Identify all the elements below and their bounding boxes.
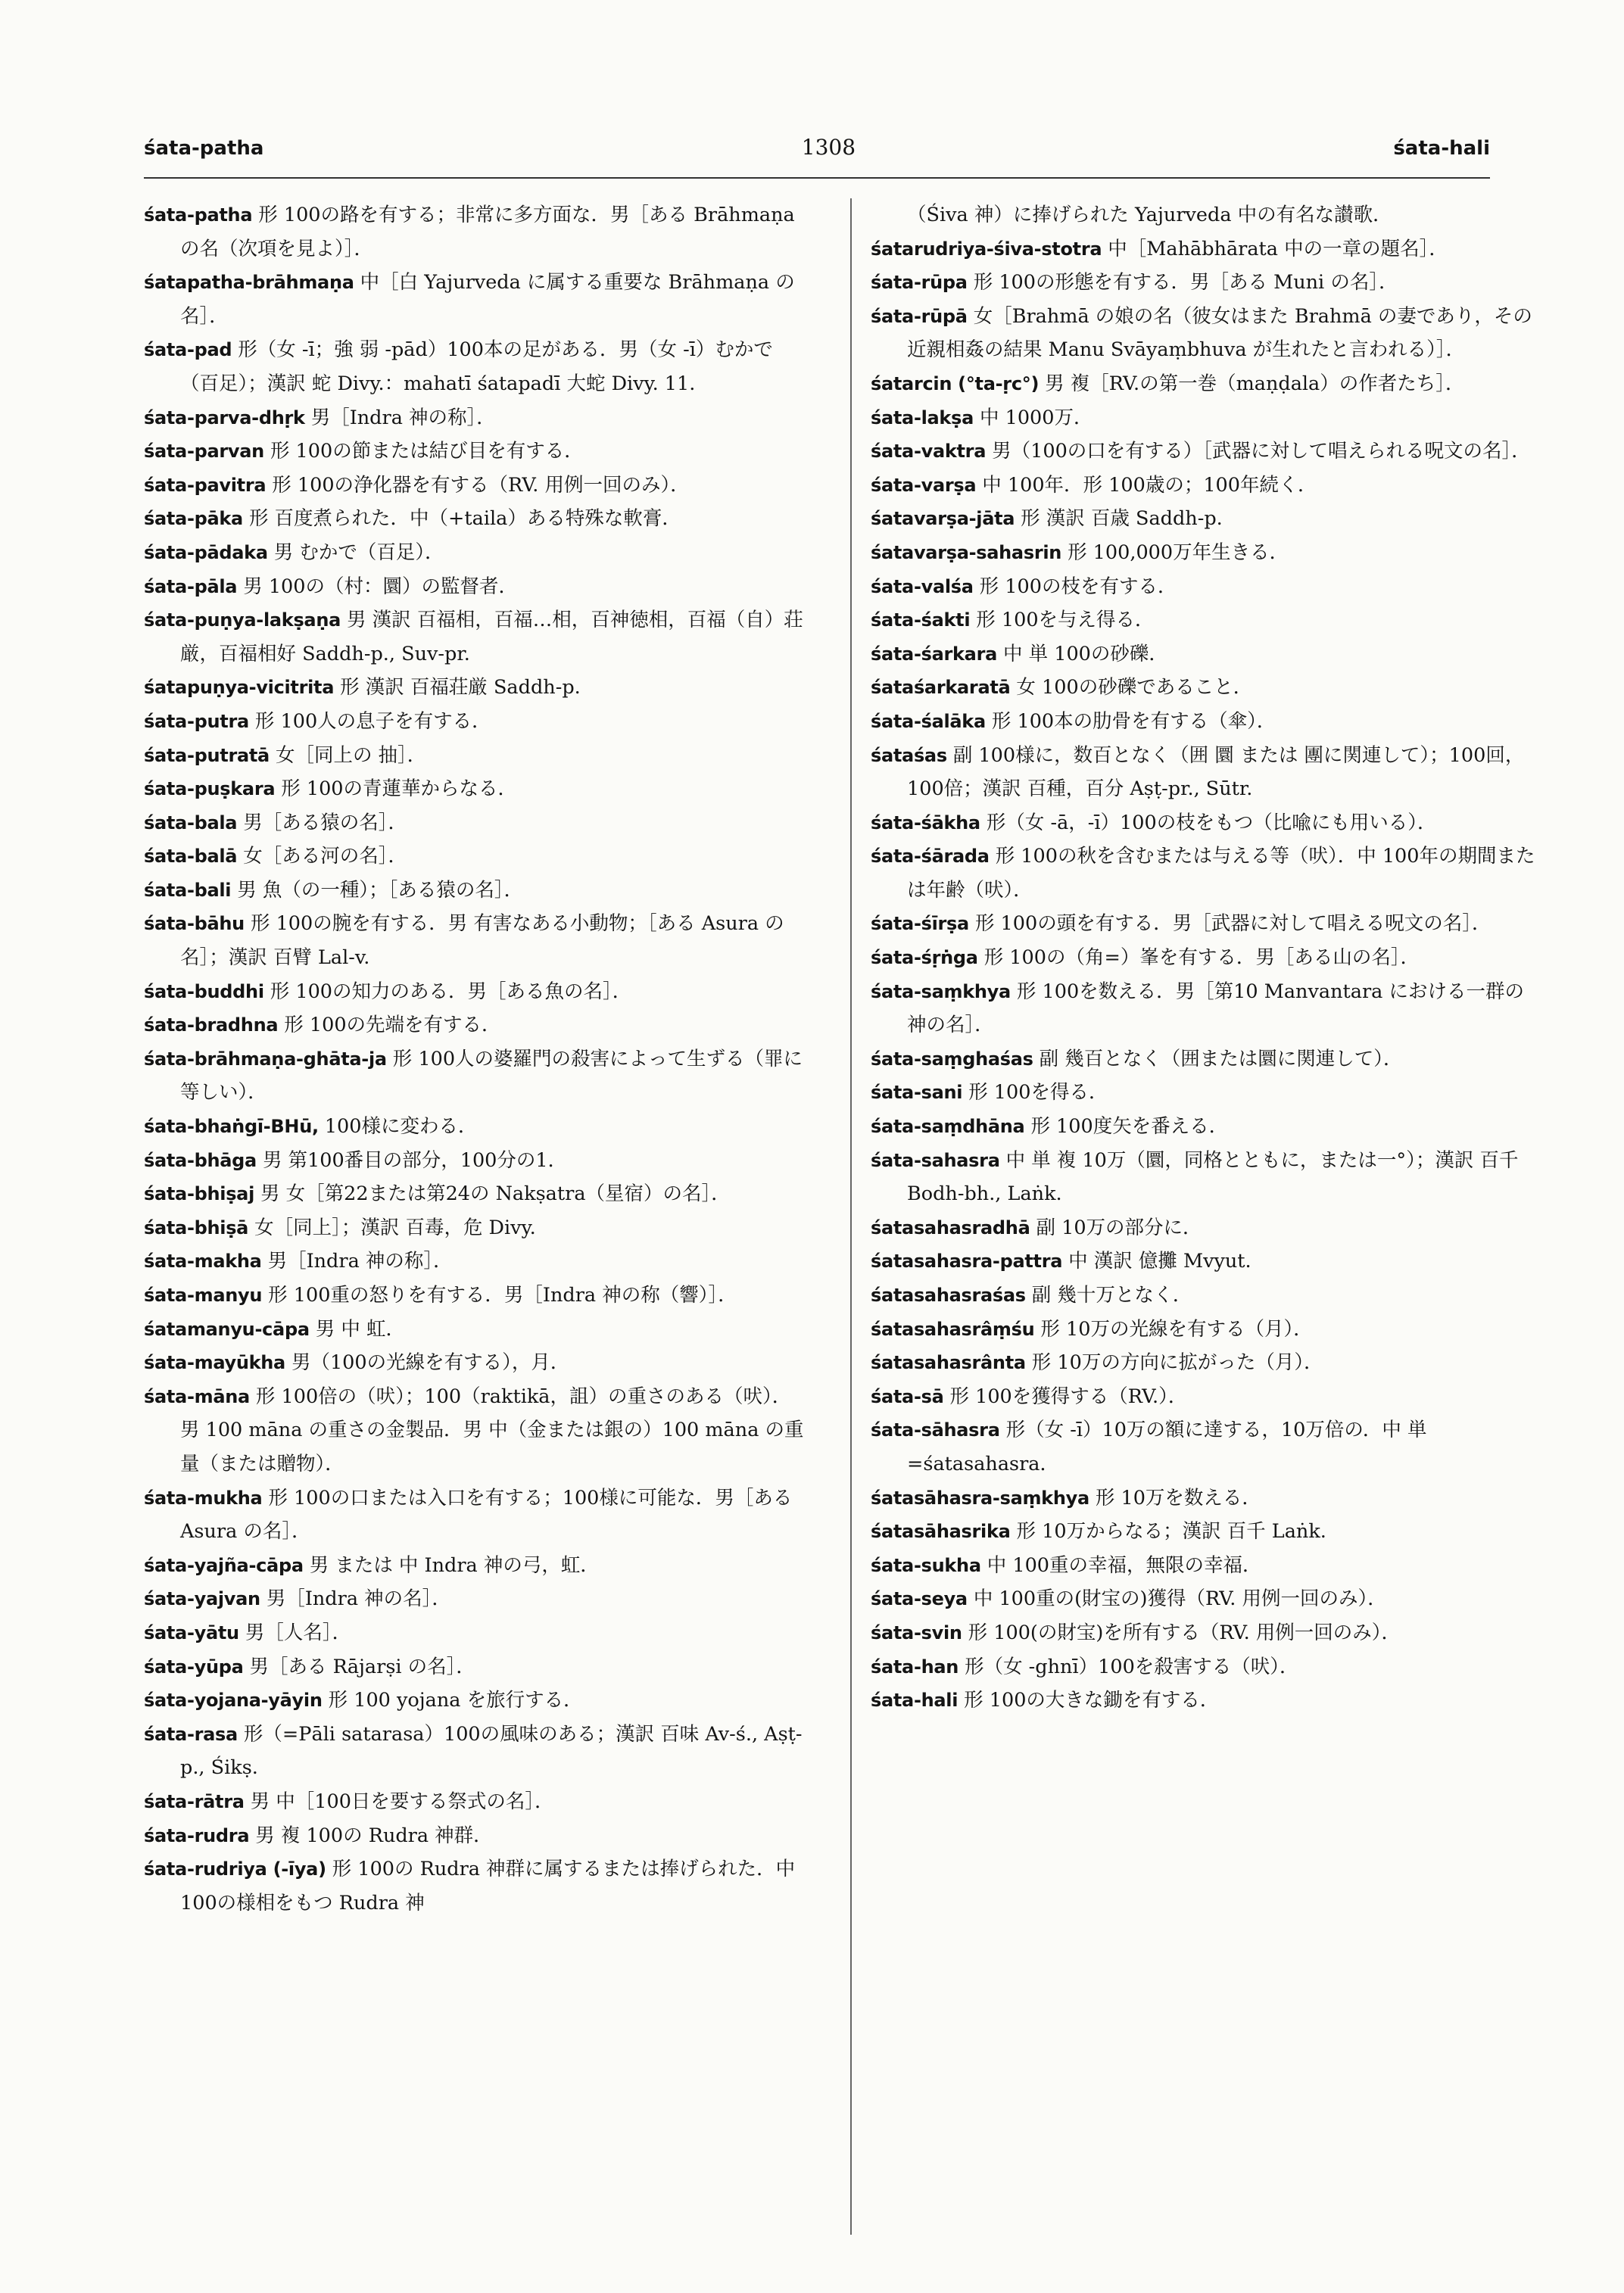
entry-headword: śata-śarkara <box>871 643 998 665</box>
entry-headword: śata-sahasra <box>871 1149 1000 1171</box>
dictionary-entry <box>144 1245 809 1279</box>
entry-headword: śata-śalāka <box>871 710 986 732</box>
entry-definition: 形（=Pāli satarasa）100の風味のある；漢訳 百味 Av-ś., Aṣṭ-p., Śikṣ. <box>180 1722 803 1780</box>
entry-definition: 男 女［第22または第24の Nakṣatra（星宿）の名］． <box>260 1182 731 1206</box>
entry-headword: śata-hali <box>871 1690 959 1712</box>
entry-definition: 女 100の砂礫であること． <box>1016 676 1253 699</box>
dictionary-entry <box>144 1718 809 1785</box>
entry-definition: 男［人名］． <box>245 1621 352 1644</box>
entry-headword: śata-yajña-cāpa <box>144 1554 304 1576</box>
entry-definition: 男［ある Rājarṣi の名］． <box>249 1655 475 1678</box>
dictionary-entry <box>871 1616 1535 1650</box>
dictionary-entry <box>144 401 809 435</box>
dictionary-entry <box>871 975 1535 1042</box>
entry-headword: śata-buddhi <box>144 980 264 1002</box>
dictionary-entry <box>144 1819 809 1853</box>
entry-definition: 形 10万を数える． <box>1095 1486 1261 1509</box>
entry-definition: 男 第100番目の部分，100分の1． <box>262 1148 568 1172</box>
dictionary-entry <box>144 874 809 908</box>
entry-headword: śata-lakṣa <box>871 407 974 428</box>
dictionary-entry <box>871 637 1535 671</box>
entry-definition: 中 1000万． <box>979 406 1093 429</box>
entry-headword: śata-bhaṅgī-BHū, <box>144 1116 319 1138</box>
entry-headword: śata-puṇya-lakṣaṇa <box>144 609 341 631</box>
dictionary-entry <box>144 1008 809 1042</box>
entry-definition: 形 漢訳 百福荘厳 Saddh-p. <box>340 676 581 699</box>
entry-definition: 中 単 100の砂礫． <box>1003 642 1168 665</box>
entry-headword: śata-mayūkha <box>144 1352 285 1374</box>
entry-headword: śata-śakti <box>871 609 971 631</box>
entry-headword: śata-makha <box>144 1251 262 1273</box>
entry-definition: 女［同上の 抽］． <box>275 743 427 767</box>
entry-headword: śatarcin (°ta-ṛc°) <box>871 372 1040 394</box>
dictionary-entry <box>871 1313 1535 1347</box>
entry-definition: 形 100を与え得る． <box>976 609 1155 632</box>
entry-definition: 形（女 -ā，-ī）100の枝をもつ（比喩にも用いる）． <box>986 811 1437 834</box>
entry-headword: śatasahasraśas <box>871 1285 1026 1306</box>
dictionary-entry <box>871 1582 1535 1616</box>
dictionary-entry <box>144 1380 809 1481</box>
entry-headword: śata-bhiṣaj <box>144 1183 255 1205</box>
dictionary-entry <box>871 1144 1535 1211</box>
entry-definition: 形 100の口または入口を有する；100様に可能な．男［ある Asura の名］． <box>180 1486 793 1544</box>
dictionary-entry <box>144 975 809 1009</box>
dictionary-entry <box>871 941 1535 975</box>
entry-definition: 中 100重の(財宝の)獲得（RV. 用例一回のみ）． <box>973 1587 1387 1611</box>
entry-headword: śata-valśa <box>871 575 974 597</box>
entry-headword: śata-putra <box>144 710 249 732</box>
entry-headword: śata-māna <box>144 1385 250 1407</box>
entry-headword: śata-vaktra <box>871 441 987 463</box>
entry-headword: śatasahasrâṃśu <box>871 1318 1035 1340</box>
dictionary-entry <box>871 603 1535 637</box>
entry-definition: 形（女 -ī；強 弱 -pād）100本の足がある．男（女 -ī）むかで（百足）；漢訳 蛇 Divy.：mahatī śatapadī 大蛇 Divy. 11. <box>180 338 773 395</box>
dictionary-entry <box>871 739 1535 806</box>
entry-headword: śata-sāhasra <box>871 1419 1000 1441</box>
entry-definition: 形 100度矢を番える． <box>1030 1115 1229 1139</box>
dictionary-entry <box>144 1582 809 1616</box>
entry-headword: śataśas <box>871 744 947 766</box>
entry-definition: 男（100の光線を有する），月． <box>291 1351 570 1375</box>
entry-definition: 形 100の Rudra 神群に属するまたは捧げられた．中 100の様相をもつ Rudra 神 <box>180 1858 796 1914</box>
dictionary-entry <box>871 435 1535 469</box>
entry-headword: śata-śākha <box>871 812 980 833</box>
entry-headword: śata-han <box>871 1656 959 1678</box>
entry-definition: 中 単 複 10万（圜，同格とともに，または一°）；漢訳 百千 Bodh-bh., Laṅk. <box>907 1148 1519 1206</box>
entry-definition: 形 100人の息子を有する． <box>254 709 491 733</box>
entry-definition: 形 100重の怒りを有する．男［Indra 神の称（響）］． <box>268 1284 737 1307</box>
dictionary-entry <box>871 1346 1535 1380</box>
dictionary-entry <box>144 502 809 536</box>
dictionary-entry <box>871 806 1535 840</box>
page-number: 1308 <box>801 135 856 160</box>
entry-definition: 副 100様に，数百となく（囲 圜 または 團に関連して）；100回，100倍；漢訳 百種，百分 Aṣṭ-pr., Sūtr. <box>907 743 1525 801</box>
dictionary-entry <box>144 1650 809 1684</box>
entry-headword: śata-pad <box>144 339 232 361</box>
entry-headword: śatavarṣa-sahasrin <box>871 541 1062 563</box>
entry-headword: śata-rūpā <box>871 305 968 327</box>
entry-headword: śata-bhiṣā <box>144 1217 249 1238</box>
entry-definition: 形 100の腕を有する．男 有害なある小動物；［ある Asura の名］；漢訳 百臂 Lal-v. <box>180 912 784 970</box>
dictionary-entry <box>144 1313 809 1347</box>
entry-definition: 形 10万からなる；漢訳 百千 Laṅk. <box>1016 1520 1326 1544</box>
entry-definition: 形 漢訳 百歳 Saddh-p. <box>1021 507 1223 531</box>
entry-definition: 形 100倍の（吠）；100（raktikā，詛）の重さのある（吠）．男 100 māna の重さの金製品．男 中（金または銀の）100 māna の重量（または贈物）． <box>180 1385 804 1475</box>
entry-headword: śata-bali <box>144 879 232 901</box>
dictionary-entry <box>144 536 809 570</box>
entry-headword: śata-yūpa <box>144 1656 244 1678</box>
dictionary-entry <box>871 300 1535 367</box>
entry-definition: 形 100の大きな鋤を有する． <box>964 1689 1220 1712</box>
entry-headword: śata-bhāga <box>144 1149 257 1171</box>
dictionary-entry <box>871 1042 1535 1076</box>
entry-headword: śata-parva-dhṛk <box>144 407 305 428</box>
dictionary-entry <box>144 198 809 266</box>
dictionary-entry <box>144 671 809 705</box>
entry-headword: śata-yojana-yāyin <box>144 1690 323 1712</box>
entry-headword: śata-sani <box>871 1082 963 1104</box>
entry-definition: 形 100人の婆羅門の殺害によって生ずる（罪に等しい）． <box>180 1047 803 1104</box>
entry-definition: 形 100の（角=）峯を有する．男［ある山の名］． <box>983 946 1420 970</box>
entry-definition: 女［Brahmā の娘の名（彼女はまた Brahmā の妻であり，その近親相姦の結果 Manu Svāyaṃbhuva が生れたと言われる）］． <box>907 304 1532 362</box>
entry-headword: śata-pāka <box>144 508 243 530</box>
entry-definition: 形 100の先端を有する． <box>284 1014 501 1037</box>
entry-headword: śata-rudra <box>144 1824 250 1846</box>
dictionary-entry <box>144 907 809 974</box>
entry-definition: 男［Indra 神の名］． <box>266 1587 451 1611</box>
dictionary-entry <box>871 1110 1535 1144</box>
entry-definition: 形 100を獲得する（RV.）． <box>949 1385 1188 1408</box>
entry-definition: 形 100の路を有する；非常に多方面な．男［ある Brāhmaṇa の名（次項を見よ）］． <box>180 204 795 260</box>
entry-headword: śata-patha <box>144 204 253 226</box>
dictionary-entry <box>871 671 1535 705</box>
dictionary-entry <box>871 401 1535 435</box>
entry-definition: 中 100年．形 100歳の；100年続く． <box>982 473 1317 497</box>
entry-definition: 形 100の浄化器を有する（RV. 用例一回のみ）． <box>272 473 690 497</box>
entry-headword: śata-manyu <box>144 1285 263 1306</box>
entry-definition: 男（100の口を有する）［武器に対して唱えられる呪文の名］． <box>992 440 1531 463</box>
entry-headword: śata-śārada <box>871 846 990 868</box>
dictionary-entry <box>871 1076 1535 1110</box>
entry-definition: 男 中［100日を要する祭式の名］． <box>250 1790 554 1813</box>
dictionary-entry <box>871 232 1535 266</box>
entry-headword: śataśarkaratā <box>871 677 1011 699</box>
entry-headword: śatapuṇya-vicitrita <box>144 677 335 699</box>
running-head-right: śata-hali <box>1393 137 1490 160</box>
entry-definition: 形 10万の方向に拡がった（月）． <box>1031 1351 1323 1375</box>
entry-headword: śata-svin <box>871 1622 962 1643</box>
dictionary-entry <box>144 469 809 503</box>
dictionary-entry <box>871 1650 1535 1684</box>
page-header <box>144 135 1490 179</box>
dictionary-entry <box>871 1380 1535 1414</box>
dictionary-entry <box>144 435 809 469</box>
dictionary-entry <box>871 1245 1535 1279</box>
entry-headword: śata-rudriya (-īya) <box>144 1858 326 1880</box>
dictionary-entry <box>871 1413 1535 1481</box>
dictionary-entry <box>871 705 1535 739</box>
entry-definition: 副 幾百となく（囲または圜に関連して）． <box>1039 1047 1403 1070</box>
entry-headword: śata-bradhna <box>144 1014 279 1036</box>
entry-headword: śata-mukha <box>144 1487 263 1509</box>
dictionary-entry <box>144 333 809 400</box>
dictionary-entry <box>871 1549 1535 1583</box>
entry-headword: śatasahasrânta <box>871 1352 1026 1374</box>
dictionary-entry <box>144 1481 809 1549</box>
entry-definition: 中 100重の幸福，無限の幸福． <box>987 1553 1262 1577</box>
entry-definition: 形 100の形態を有する．男［ある Muni の名］． <box>973 271 1398 294</box>
entry-definition: 形（女 -ī）10万の額に達する，10万倍の．中 単 =śatasahasra． <box>907 1419 1427 1475</box>
entry-headword: śata-pādaka <box>144 541 268 563</box>
entry-definition: 男 むかで（百足）． <box>273 541 444 564</box>
entry-definition: 男［Indra 神の称］． <box>267 1250 453 1273</box>
entry-definition: 形 100 yojana を旅行する． <box>328 1689 583 1712</box>
dictionary-entry <box>144 772 809 806</box>
dictionary-entry <box>144 739 809 773</box>
entry-headword: śatarudriya-śiva-stotra <box>871 238 1102 260</box>
entry-headword: śata-bāhu <box>144 913 245 935</box>
entry-headword: śatasāhasra-saṃkhya <box>871 1487 1089 1509</box>
entry-definition: 形 百度煮られた．中（+taila）ある特殊な軟膏． <box>248 507 681 531</box>
entry-definition: 形 10万の光線を有する（月）． <box>1040 1317 1313 1341</box>
dictionary-entry <box>144 1110 809 1144</box>
entry-headword: śata-putratā <box>144 744 270 766</box>
entry-headword: śata-brāhmaṇa-ghāta-ja <box>144 1048 387 1070</box>
entry-definition: 形 100の頭を有する．男［武器に対して唱える呪文の名］． <box>974 912 1492 936</box>
entry-definition: 形（女 -ghnī）100を殺害する（吠）． <box>965 1655 1299 1678</box>
dictionary-entry <box>144 1177 809 1211</box>
entry-headword: śata-balā <box>144 846 238 868</box>
entry-headword: śata-bala <box>144 812 238 833</box>
entry-definition: 女［ある河の名］． <box>243 845 407 868</box>
entry-definition: （Śiva 神）に捧げられた Yajurveda 中の有名な讃歌． <box>907 204 1392 226</box>
entry-definition: 副 10万の部分に． <box>1036 1216 1202 1239</box>
entry-headword: śata-saṃdhāna <box>871 1116 1025 1138</box>
dictionary-entry <box>871 367 1535 401</box>
dictionary-entry <box>871 1279 1535 1313</box>
entry-definition: 形 100の節または結び目を有する． <box>270 440 584 463</box>
entry-headword: śata-pavitra <box>144 474 267 496</box>
entry-definition: 形 100を数える．男［第10 Manvantara における一群の神の名］． <box>907 980 1524 1037</box>
dictionary-entry <box>144 1684 809 1718</box>
entry-definition: 副 幾十万となく． <box>1031 1284 1192 1307</box>
entry-definition: 形 100の知力のある．男［ある魚の名］． <box>270 980 632 1003</box>
right-column <box>871 198 1535 2235</box>
entry-headword: śata-varṣa <box>871 474 977 496</box>
dictionary-entry <box>144 1279 809 1313</box>
dictionary-entry <box>144 570 809 604</box>
dictionary-entry <box>871 198 1535 232</box>
dictionary-entry <box>871 1211 1535 1245</box>
entry-definition: 形 100を得る． <box>968 1081 1108 1104</box>
column-divider <box>850 198 852 2235</box>
entry-definition: 形 100(の財宝)を所有する（RV. 用例一回のみ）． <box>968 1621 1401 1644</box>
dictionary-entry <box>144 1042 809 1110</box>
entry-definition: 100様に変わる． <box>324 1115 478 1139</box>
entry-headword: śata-rūpa <box>871 272 968 294</box>
dictionary-entry <box>144 1144 809 1178</box>
entry-headword: śatapatha-brāhmaṇa <box>144 272 354 294</box>
entry-definition: 男［ある猿の名］． <box>243 811 407 834</box>
entry-definition: 男 魚（の一種）；［ある猿の名］． <box>237 878 524 902</box>
entry-headword: śatavarṣa-jāta <box>871 508 1015 530</box>
dictionary-entry <box>144 1211 809 1245</box>
entry-headword: śata-yajvan <box>144 1588 260 1610</box>
dictionary-entry <box>144 1549 809 1583</box>
entry-definition: 男 複［RV.の第一巻（maṇḍala）の作者たち］． <box>1045 372 1465 395</box>
entry-definition: 女［同上］；漢訳 百毒，危 Divy. <box>254 1216 536 1239</box>
entry-headword: śata-sukha <box>871 1554 981 1576</box>
dictionary-entry <box>871 502 1535 536</box>
entry-headword: śata-seya <box>871 1588 968 1610</box>
dictionary-entry <box>144 266 809 333</box>
entry-headword: śata-śīrṣa <box>871 913 969 935</box>
entry-definition: 男 中 虹． <box>315 1317 405 1341</box>
entry-headword: śata-sā <box>871 1385 944 1407</box>
entry-headword: śata-rasa <box>144 1723 238 1745</box>
entry-headword: śata-rātra <box>144 1790 245 1812</box>
dictionary-entry <box>144 840 809 874</box>
entry-definition: 男［Indra 神の称］． <box>310 406 496 429</box>
dictionary-entry <box>144 806 809 840</box>
dictionary-entry <box>871 1515 1535 1549</box>
entry-definition: 男 または 中 Indra 神の弓，虹． <box>309 1553 600 1577</box>
running-head-left: śata-patha <box>144 137 264 160</box>
dictionary-entry <box>144 1852 809 1920</box>
dictionary-entry <box>144 705 809 739</box>
entry-headword: śatamanyu-cāpa <box>144 1318 310 1340</box>
dictionary-entry <box>871 907 1535 941</box>
entry-definition: 中［白 Yajurveda に属する重要な Brāhmaṇa の名］． <box>180 271 795 328</box>
entry-headword: śata-parvan <box>144 441 264 463</box>
dictionary-entry <box>144 1616 809 1650</box>
entry-definition: 男 100の（村：圜）の監督者． <box>243 575 518 598</box>
entry-definition: 形 100の秋を含むまたは与える等（吠）．中 100年の期間または年齢（吠）． <box>907 845 1535 902</box>
entry-definition: 中［Mahābhārata 中の一章の題名］． <box>1108 237 1448 260</box>
entry-headword: śata-yātu <box>144 1622 239 1643</box>
dictionary-entry <box>144 1346 809 1380</box>
entry-headword: śata-puṣkara <box>144 778 276 800</box>
entry-definition: 男 漢訳 百福相，百福…相，百神徳相，百福（自）荘厳，百福相好 Saddh-p., Suv-pr. <box>180 609 803 665</box>
left-column <box>144 198 809 2235</box>
entry-definition: 男 複 100の Rudra 神群． <box>255 1824 493 1847</box>
dictionary-entry <box>871 1481 1535 1516</box>
entry-headword: śata-saṃghaśas <box>871 1048 1033 1070</box>
entry-definition: 中 漢訳 億攤 Mvyut. <box>1068 1250 1252 1273</box>
entry-definition: 形 100,000万年生きる． <box>1068 541 1289 564</box>
entry-headword: śata-pāla <box>144 575 238 597</box>
entry-definition: 形 100の枝を有する． <box>979 575 1177 598</box>
entry-headword: śatasahasradhā <box>871 1217 1030 1238</box>
dictionary-entry <box>871 840 1535 907</box>
entry-definition: 形 100の青蓮華からなる． <box>281 777 518 801</box>
entry-headword: śata-śṛṅga <box>871 947 978 969</box>
dictionary-entry <box>144 1785 809 1819</box>
dictionary-entry <box>871 1684 1535 1718</box>
dictionary-entry <box>144 603 809 671</box>
entry-definition: 形 100本の肋骨を有する（傘）． <box>991 709 1276 733</box>
dictionary-entry <box>871 266 1535 300</box>
entry-headword: śatasahasra-pattra <box>871 1251 1063 1273</box>
dictionary-entry <box>871 570 1535 604</box>
dictionary-entry <box>871 469 1535 503</box>
entry-headword: śatasāhasrika <box>871 1521 1011 1543</box>
dictionary-entry <box>871 536 1535 570</box>
entry-headword: śata-saṃkhya <box>871 980 1011 1002</box>
